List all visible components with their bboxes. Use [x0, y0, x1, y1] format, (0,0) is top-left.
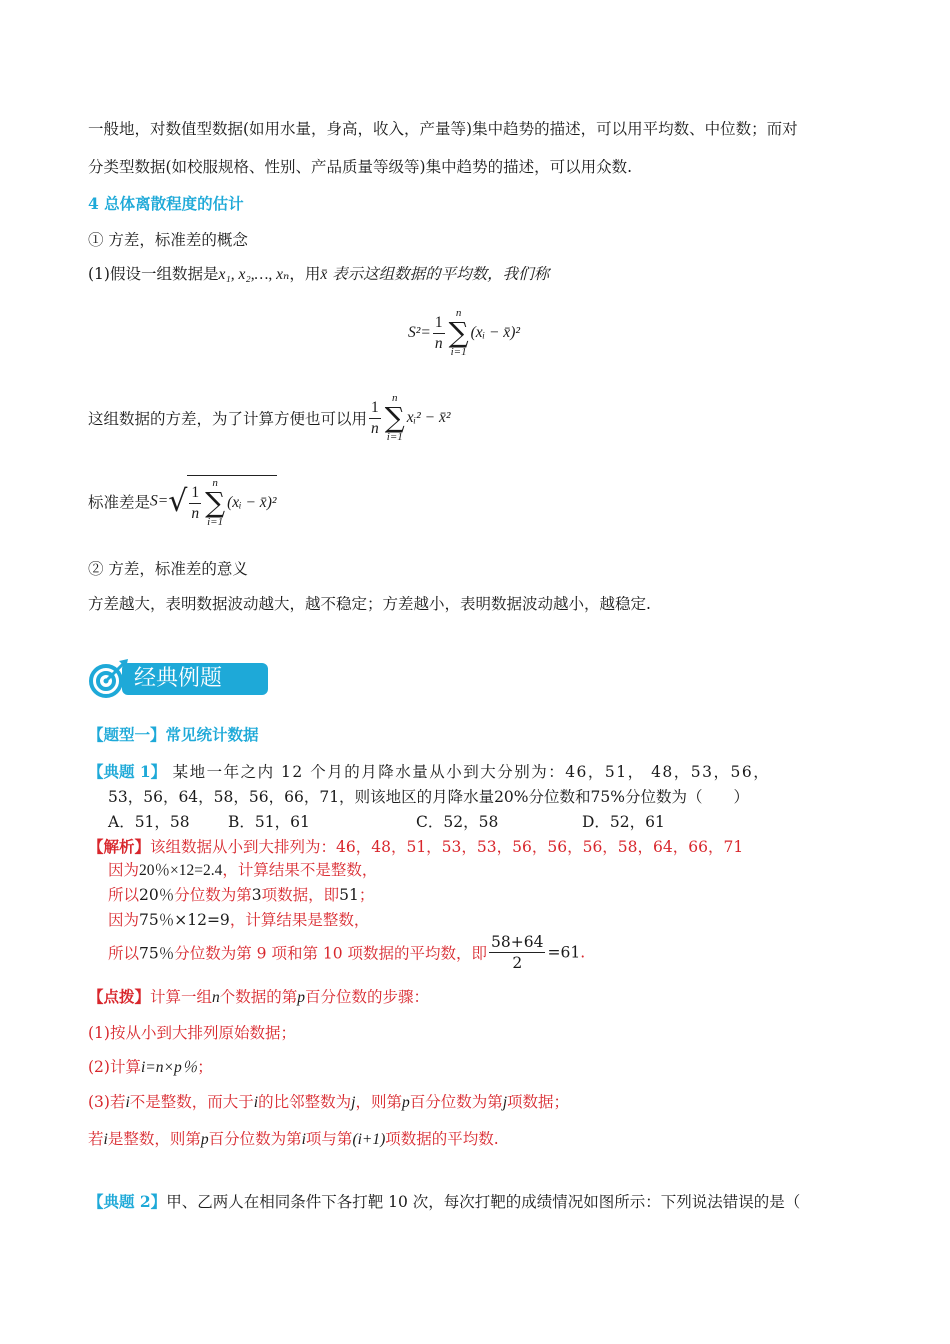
solution-line-3: 所以20％分位数为第3项数据，即51； — [108, 886, 375, 904]
fraction-one-over-n: $\frac{1}{n}$ — [434, 313, 443, 352]
def-mid: ，用 — [289, 265, 321, 283]
meaning-text: 方差越大，表明数据波动越大，越不稳定；方差越小，表明数据波动越小，越稳定. — [88, 595, 651, 613]
std-line — [88, 475, 277, 528]
def-suffix: 表示这组数据的平均数，我们称 — [327, 265, 550, 283]
tip-step-3: (3)若i不是整数，而大于i的比邻整数为j，则第p百分位数为第j项数据； — [88, 1093, 570, 1111]
alt-fraction: $\frac{1}{n}$ — [371, 398, 379, 437]
option-b: B．51，61 — [228, 813, 310, 831]
solution-line-1 — [88, 835, 743, 857]
solution-line-2: 因为20％×12=2.4，计算结果不是整数， — [108, 861, 378, 879]
option-a: A．51，58 — [108, 813, 190, 831]
tip-tag: 【点拨】 — [88, 987, 151, 1006]
sqrt-symbol: √ — [168, 484, 188, 519]
option-d: D．52，61 — [582, 813, 665, 831]
subheading-meaning: ② 方差，标准差的意义 — [88, 560, 248, 578]
variance-lhs: S²= — [408, 324, 431, 341]
sqrt-body: $\frac{1}{n}$ n ∑ i=1 (xᵢ − x̄)² — [187, 475, 276, 528]
solution-tag: 【解析】 — [88, 837, 151, 856]
example-1-tag: 【典题 1】 — [88, 762, 167, 781]
example-1-line-2: 53，56，64，58，56，66，71，则该地区的月降水量20%分位数和75%分位数为（ ） — [108, 788, 749, 806]
example-2-question: 甲、乙两人在相同条件下各打靶 10 次，每次打靶的成绩情况如图所示：下列说法错误的是（ — [166, 1193, 801, 1211]
alt-summation: n ∑ i=1 — [384, 392, 405, 443]
std-prefix: 标准差是 — [88, 493, 151, 512]
option-c: C．52，58 — [416, 813, 499, 831]
def-prefix: (1)假设一组数据是 — [88, 265, 219, 283]
tip-line-1: 【点拨】计算一组n个数据的第p百分位数的步骤： — [88, 987, 430, 1006]
alt-term: xᵢ² − x̄² — [406, 409, 451, 426]
subheading-concept: ① 方差，标准差的概念 — [88, 231, 248, 249]
tip-step-1: (1)按从小到大排列原始数据； — [88, 1024, 296, 1042]
alt-variance-line — [88, 393, 450, 443]
badge-label: 经典例题 — [122, 663, 268, 695]
summation: n ∑ i=1 — [448, 307, 469, 358]
example-1-options — [108, 810, 702, 832]
calc-20: 20％×12=2.4 — [139, 862, 223, 879]
tip-step-2: (2)计算i=n×p％； — [88, 1058, 213, 1076]
solution-sorted: 该组数据从小到大排列为：46，48，51，53，53，56，56，56，58，64，66，71 — [150, 838, 744, 856]
calc-75: 75％×12=9 — [139, 911, 230, 929]
example-1-line-1 — [88, 760, 770, 782]
example-1-q1: 某地一年之内 12 个月的月降水量从小到大分别为：46，51， 48，53，56， — [166, 763, 771, 781]
intro-line-2: 分类型数据(如校服规格、性别、产品质量等级等)集中趋势的描述，可以用众数. — [88, 158, 633, 176]
question-type-1: 【题型一】常见统计数据 — [88, 725, 259, 744]
variance-formula — [408, 308, 520, 358]
tip-step-4: 若i是整数，则第p百分位数为第i项与第(i+1)项数据的平均数. — [88, 1130, 499, 1148]
example-2-tag: 【典题 2】 — [88, 1192, 167, 1211]
def-vars: x₁, x₂,…, xₙ — [218, 266, 290, 283]
solution-line-5: 所以75％分位数为第 9 项和第 10 项数据的平均数，即 $\frac{58+64}{2}$ =61. — [108, 933, 586, 972]
std-lhs: S= — [150, 492, 169, 510]
section-heading: 4 总体离散程度的估计 — [88, 194, 244, 213]
solution-line-4: 因为75％×12=9，计算结果是整数， — [108, 911, 370, 929]
def-xbar: x̄ — [320, 266, 328, 283]
example-2-line — [88, 1190, 800, 1212]
intro-line-1: 一般地，对数值型数据(如用水量，身高，收入，产量等)集中趋势的描述，可以用平均数、中位数；而对 — [88, 120, 798, 138]
variance-term: (xᵢ − x̄)² — [470, 324, 521, 341]
definition-line — [88, 262, 549, 284]
average-fraction: $\frac{58+64}{2}$ — [491, 933, 544, 972]
alt-prefix: 这组数据的方差，为了计算方便也可以用 — [88, 410, 368, 428]
